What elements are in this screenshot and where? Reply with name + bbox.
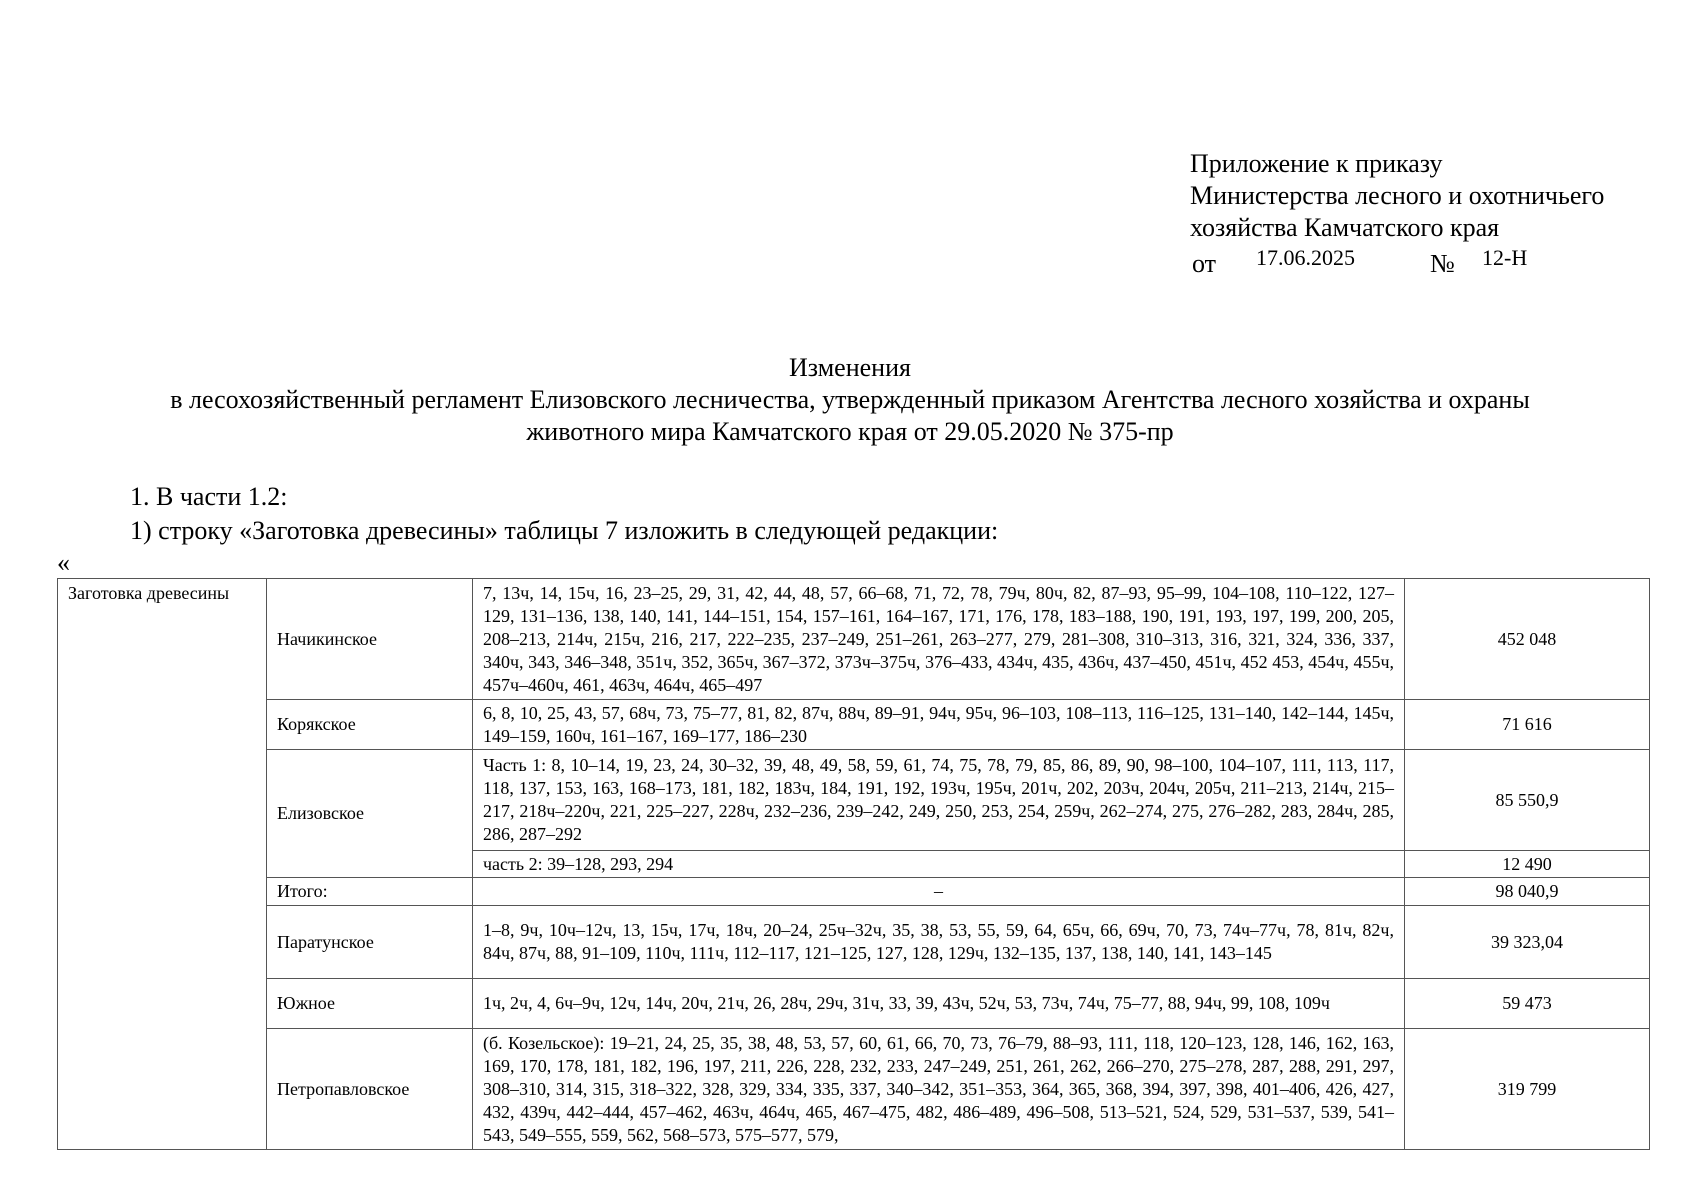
intro-item-2: 1) строку «Заготовка древесины» таблицы 7 изложить в следующей редакции:: [130, 516, 999, 545]
approval-line-3: хозяйства Камчатского края: [1190, 213, 1500, 242]
operation-cell: Заготовка древесины: [58, 579, 267, 1150]
value-cell: 12 490: [1405, 851, 1650, 878]
table-row: [58, 750, 1650, 851]
order-number: 12-Н: [1482, 245, 1528, 270]
timber-harvest-table: [57, 578, 1650, 1150]
table-row: [58, 979, 1650, 1029]
table-row: [58, 878, 1650, 906]
district-cell: Петропавловское: [267, 1029, 473, 1150]
order-date: 17.06.2025: [1256, 245, 1355, 270]
district-cell: Итого:: [267, 878, 473, 906]
value-cell: 71 616: [1405, 700, 1650, 750]
district-cell: Корякское: [267, 700, 473, 750]
value-cell: 59 473: [1405, 979, 1650, 1029]
blocks-cell: –: [473, 878, 1405, 906]
district-cell: Паратунское: [267, 906, 473, 979]
blocks-cell: 1–8, 9ч, 10ч–12ч, 13, 15ч, 17ч, 18ч, 20–24, 25ч–32ч, 35, 38, 53, 55, 59, 64, 65ч, 66, 69ч, 70, 73, 74ч–77ч, 78, 81ч, 82ч, 84ч, 87ч, 88, 91–109, 110ч, 111ч, 112–117, 121–125, 127, 128, 129ч, 132–135, 137, 138, 140, 141, 143–145: [473, 906, 1405, 979]
document-title: [100, 352, 1600, 448]
title-line-3: животного мира Камчатского края от 29.05.2020 № 375-пр: [526, 417, 1174, 446]
value-cell: 39 323,04: [1405, 906, 1650, 979]
number-prefix: №: [1430, 249, 1455, 278]
district-cell: Елизовское: [267, 750, 473, 878]
district-cell: Южное: [267, 979, 473, 1029]
approval-line-2: Министерства лесного и охотничьего: [1190, 181, 1605, 210]
value-cell: 85 550,9: [1405, 750, 1650, 851]
date-prefix: от: [1192, 249, 1217, 278]
approval-line-1: Приложение к приказу: [1190, 149, 1443, 178]
title-line-1: Изменения: [789, 353, 911, 382]
value-cell: 319 799: [1405, 1029, 1650, 1150]
value-cell: 452 048: [1405, 579, 1650, 700]
opening-quote: «: [57, 548, 70, 577]
blocks-cell: 7, 13ч, 14, 15ч, 16, 23–25, 29, 31, 42, 44, 48, 57, 66–68, 71, 72, 78, 79ч, 80ч, 82, 87–93, 95–99, 104–108, 110–122, 127–129, 131–136, 138, 140, 141, 144–151, 154, 157–161, 164–167, 171, 176, 178, 183–188, 190, 191, 193, 197, 199, 200, 205, 208–213, 214ч, 215ч, 216, 217, 222–235, 237–249, 251–261, 263–277, 279, 281–308, 310–313, 316, 321, 324, 336, 337, 340ч, 343, 346–348, 351ч, 352, 365ч, 367–372, 373ч–375ч, 376–433, 434ч, 435, 436ч, 437–450, 451ч, 452 453, 454ч, 455ч, 457ч–460ч, 461, 463ч, 464ч, 465–497: [473, 579, 1405, 700]
approval-block: [1190, 148, 1604, 276]
table-row: [58, 700, 1650, 750]
approval-date-line: [1190, 244, 1604, 276]
table-row: [58, 1029, 1650, 1150]
blocks-cell: (б. Козельское): 19–21, 24, 25, 35, 38, 48, 53, 57, 60, 61, 66, 70, 73, 76–79, 88–93, 111, 118, 120–123, 128, 146, 162, 163, 169, 170, 178, 181, 182, 196, 197, 211, 226, 228, 232, 233, 247–249, 251, 261, 262, 266–270, 275–278, 287, 288, 291, 297, 308–310, 314, 315, 318–322, 328, 329, 334, 335, 337, 340–342, 351–353, 364, 365, 368, 394, 397, 398, 401–406, 426, 427, 432, 439ч, 442–444, 457–462, 463ч, 464ч, 465, 467–475, 482, 486–489, 496–508, 513–521, 524, 529, 531–537, 539, 541–543, 549–555, 559, 562, 568–573, 575–577, 579,: [473, 1029, 1405, 1150]
blocks-cell: Часть 1: 8, 10–14, 19, 23, 24, 30–32, 39, 48, 49, 58, 59, 61, 74, 75, 78, 79, 85, 86, 89, 90, 98–100, 104–107, 111, 113, 117, 118, 137, 153, 163, 168–173, 181, 182, 183ч, 184, 191, 192, 193ч, 195ч, 201ч, 202, 203ч, 204ч, 205ч, 211–213, 214ч, 215–217, 218ч–220ч, 221, 225–227, 228ч, 232–236, 239–242, 249, 250, 253, 254, 259ч, 262–274, 275, 276–282, 283, 284ч, 285, 286, 287–292: [473, 750, 1405, 851]
intro-text: [130, 480, 998, 548]
table-row: [58, 906, 1650, 979]
blocks-cell: 1ч, 2ч, 4, 6ч–9ч, 12ч, 14ч, 20ч, 21ч, 26, 28ч, 29ч, 31ч, 33, 39, 43ч, 52ч, 53, 73ч, 74ч, 75–77, 88, 94ч, 99, 108, 109ч: [473, 979, 1405, 1029]
table-row: [58, 579, 1650, 700]
intro-item-1: 1. В части 1.2:: [130, 482, 288, 511]
blocks-cell: часть 2: 39–128, 293, 294: [473, 851, 1405, 878]
district-cell: Начикинское: [267, 579, 473, 700]
value-cell: 98 040,9: [1405, 878, 1650, 906]
blocks-cell: 6, 8, 10, 25, 43, 57, 68ч, 73, 75–77, 81, 82, 87ч, 88ч, 89–91, 94ч, 95ч, 96–103, 108–113, 116–125, 131–140, 142–144, 145ч, 149–159, 160ч, 161–167, 169–177, 186–230: [473, 700, 1405, 750]
title-line-2: в лесохозяйственный регламент Елизовского лесничества, утвержденный приказом Агентства лесного хозяйства и охраны: [170, 385, 1530, 414]
